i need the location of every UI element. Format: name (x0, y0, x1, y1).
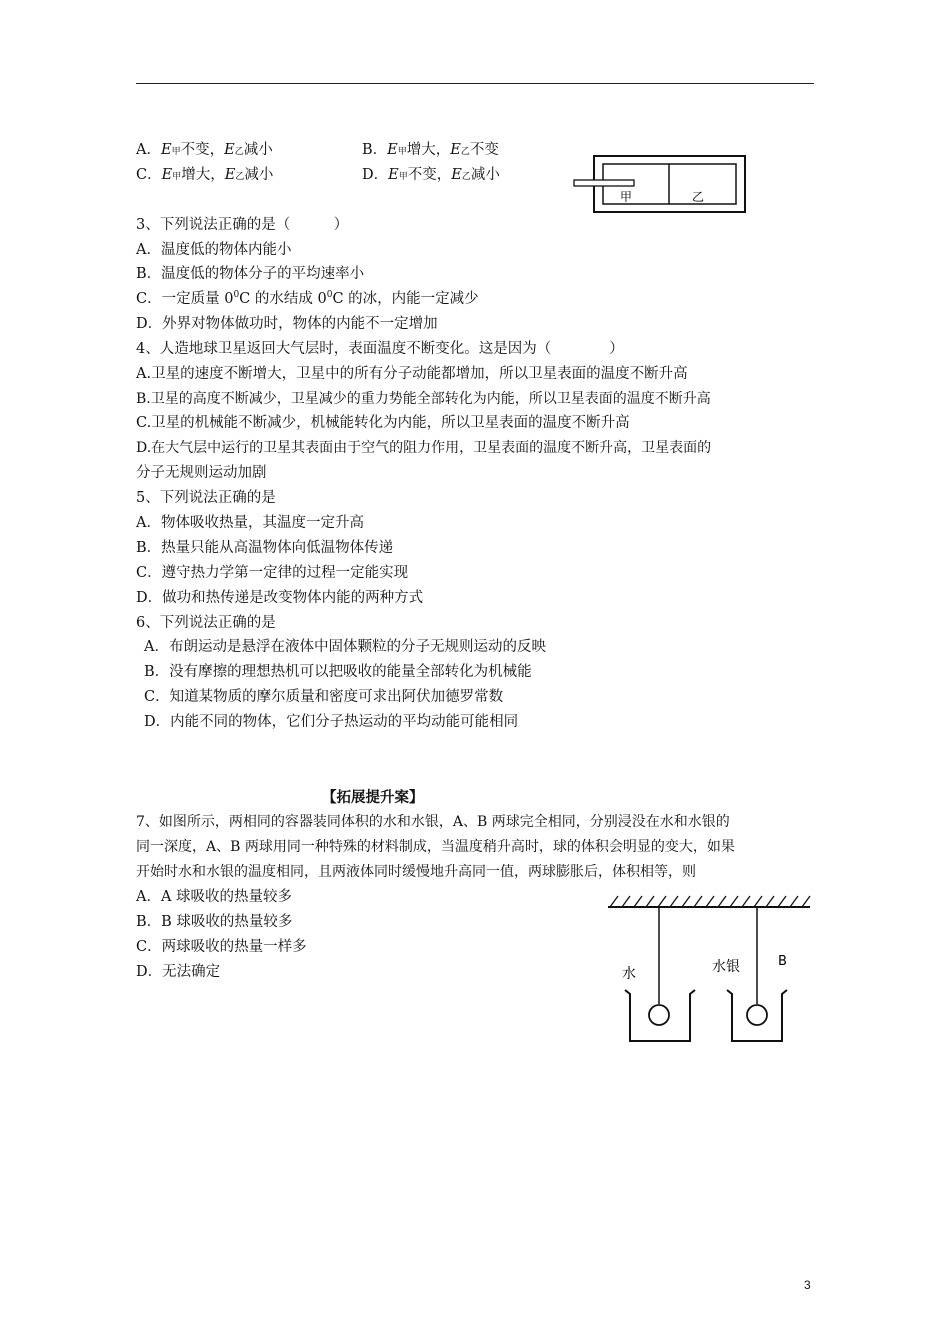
q7-option-b: B．B 球吸收的热量较多 (136, 914, 293, 930)
label-yi: 乙 (692, 190, 705, 204)
section-title: 【拓展提升案】 (322, 789, 424, 806)
q3-option-d: D．外界对物体做功时，物体的内能不一定增加 (136, 316, 438, 332)
label-water: 水 (622, 966, 636, 982)
q4-option-d-line2: 分子无规则运动加剧 (136, 465, 267, 481)
q7-stem-line2: 同一深度，A、B 两球用同一种特殊的材料制成，当温度稍升高时，球的体积会明显的变大，如果 (136, 839, 735, 855)
q6-option-d: D．内能不同的物体，它们分子热运动的平均动能可能相同 (144, 714, 519, 730)
q3-option-b: B．温度低的物体分子的平均速率小 (136, 266, 365, 282)
q6-option-a: A．布朗运动是悬浮在液体中固体颗粒的分子无规则运动的反映 (144, 639, 546, 655)
q7-option-d: D．无法确定 (136, 964, 221, 980)
q4-option-a: A.卫星的速度不断增大，卫星中的所有分子动能都增加，所以卫星表面的温度不断升高 (136, 366, 688, 382)
ball-a (649, 1005, 669, 1025)
header-rule (136, 83, 814, 84)
ball-b (747, 1005, 767, 1025)
cylinder-figure (570, 152, 750, 218)
q5-stem: 5、下列说法正确的是 (136, 490, 276, 506)
q2-option-b: B．E甲增大，E乙不变 (362, 142, 499, 158)
q5-option-c: C．遵守热力学第一定律的过程一定能实现 (136, 565, 409, 581)
q5-option-d: D．做功和热传递是改变物体内能的两种方式 (136, 590, 424, 606)
label-jia: 甲 (620, 190, 633, 204)
q4-option-d-line1: D.在大气层中运行的卫星其表面由于空气的阻力作用，卫星表面的温度不断升高，卫星表面的 (136, 440, 712, 456)
q4-option-c: C.卫星的机械能不断减少，机械能转化为内能，所以卫星表面的温度不断升高 (136, 415, 630, 431)
label-ball-b: B (778, 954, 787, 969)
q6-option-c: C．知道某物质的摩尔质量和密度可求出阿伏加德罗常数 (144, 689, 504, 705)
q4-stem: 4、人造地球卫星返回大气层时，表面温度不断变化。这是因为（ ） (136, 341, 624, 357)
q6-option-b: B．没有摩擦的理想热机可以把吸收的能量全部转化为机械能 (144, 664, 532, 680)
piston-rod (574, 180, 634, 186)
q2-option-a: A．E甲不变，E乙减小 (136, 142, 273, 158)
page-number: 3 (804, 1278, 811, 1292)
q5-option-b: B．热量只能从高温物体向低温物体传递 (136, 540, 394, 556)
q2-option-c: C．E甲增大，E乙减小 (136, 167, 274, 183)
q3-stem: 3、下列说法正确的是（ ） (136, 217, 349, 233)
q6-stem: 6、下列说法正确的是 (136, 615, 276, 631)
q3-option-c: C．一定质量 $0^0C$ 的水结成 $0^0C$ 的冰，内能一定减少 (136, 290, 479, 307)
q5-option-a: A．物体吸收热量，其温度一定升高 (136, 515, 364, 531)
q3-option-a: A．温度低的物体内能小 (136, 242, 292, 258)
q7-option-c: C．两球吸收的热量一样多 (136, 939, 307, 955)
q7-stem-line3: 开始时水和水银的温度相同，且两液体同时缓慢地升高同一值，两球膨胀后，体积相等，则 (136, 864, 696, 880)
q7-stem-line1: 7、如图所示，两相同的容器装同体积的水和水银，A、B 两球完全相同，分别浸没在水和水银的 (136, 814, 730, 830)
ceiling-hatch (610, 896, 810, 907)
q2-option-d: D．E甲不变，E乙减小 (362, 167, 500, 183)
q7-option-a: A．A 球吸收的热量较多 (136, 889, 293, 905)
beaker-figure (600, 890, 820, 1050)
label-mercury: 水银 (712, 959, 740, 975)
q4-option-b: B.卫星的高度不断减少，卫星减少的重力势能全部转化为内能，所以卫星表面的温度不断升高 (136, 391, 711, 407)
